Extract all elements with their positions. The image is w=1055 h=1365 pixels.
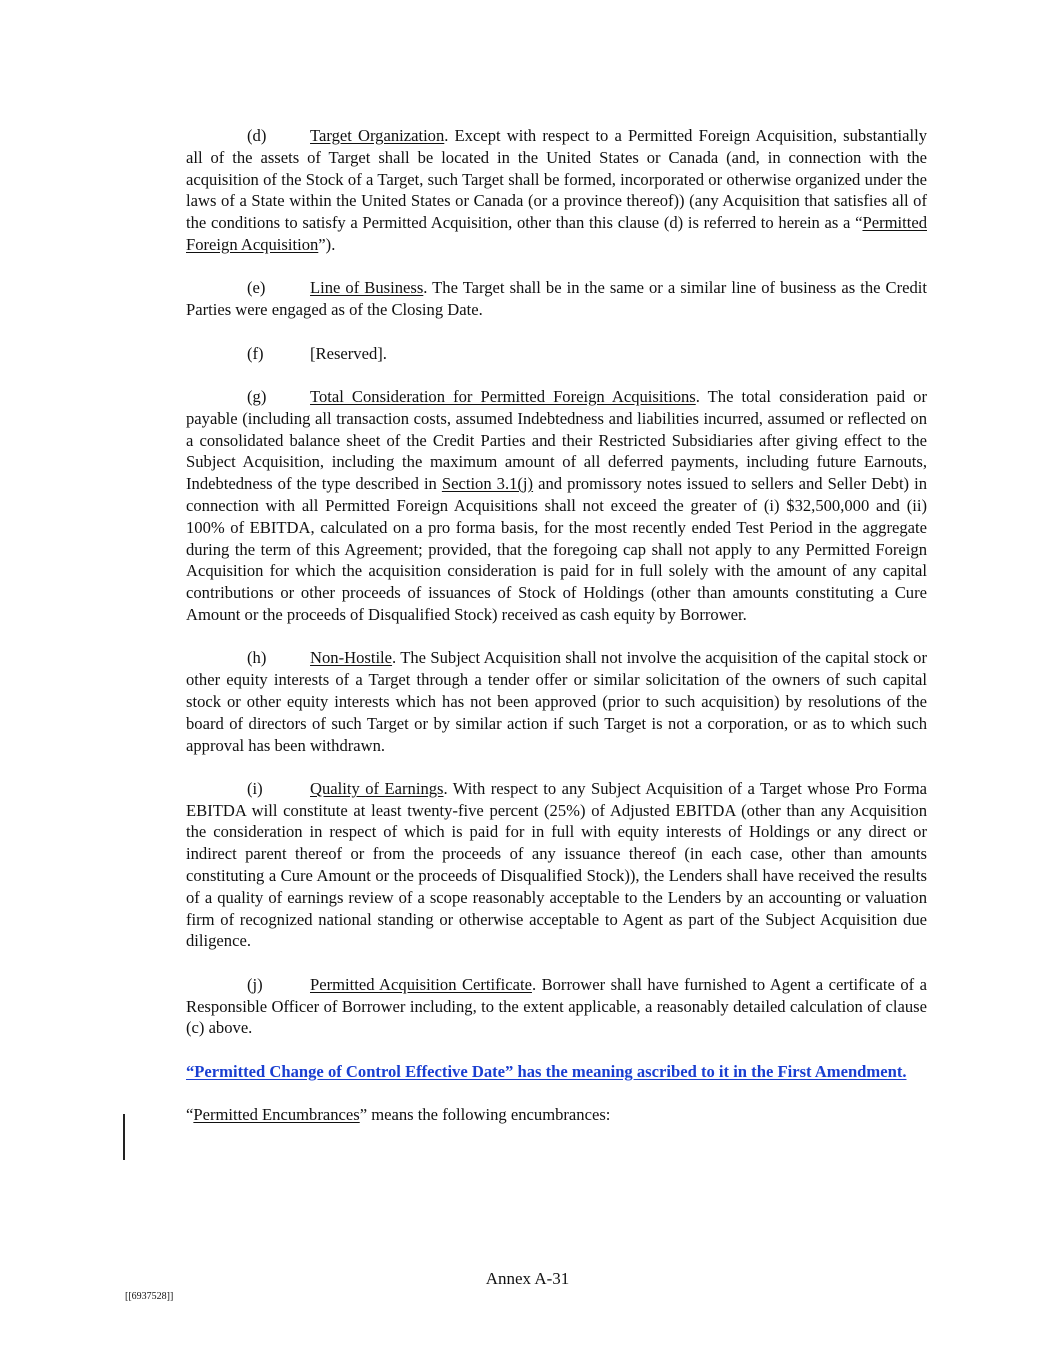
clause-label: (d)	[247, 126, 267, 145]
clause-heading: Quality of Earnings	[310, 778, 444, 798]
amendment-definition: “Permitted Change of Control Effective Date” has the meaning ascribed to it in the First Amendment.	[186, 1061, 907, 1081]
change-bar	[123, 1114, 125, 1160]
clause-label: (j)	[247, 974, 263, 994]
clause-heading: Permitted Acquisition Certificate	[310, 974, 532, 994]
clause-text: . Borrower shall have furnished to Agent a certificate of a Responsible Officer of Borrower including, to the extent applicable, a reasonably detailed calculation of clause (c) above.	[186, 974, 927, 1038]
clause-g	[186, 386, 927, 626]
clause-i	[186, 778, 927, 952]
page-number: Annex A-31	[485, 1269, 570, 1288]
clause-label: (i)	[247, 778, 263, 798]
clause-text: . With respect to any Subject Acquisition of a Target whose Pro Forma EBITDA will constitute at least twenty-five percent (25%) of Adjusted EBITDA (other than any Acquisition the consideration in respect of which is paid for in full with equity interests of Holdings or any direct or indirect parent thereof or from the proceeds of any issuance thereof (in each case, other than amounts constituting a Cure Amount or the proceeds of Disqualified Stock)), the Lenders shall have received the results of a quality of earnings review of a scope reasonably acceptable to the Lenders by an accounting or valuation firm of recognized national standing or otherwise acceptable to Agent as part of the Subject Acquisition due diligence.	[186, 778, 927, 951]
clause-text: . Except with respect to a Permitted Foreign Acquisition, substantially all of the assets of Target shall be located in the United States or Canada (and, in connection with the acquisition of the Stock of a Target, such Target shall be formed, incorporated or otherwise organized under the laws of a State within the United States or Canada (or a province thereof)) (any Acquisition that satisfies all of the conditions to satisfy a Permitted Acquisition, other than this clause (d) is referred to herein as a “	[186, 126, 927, 233]
clause-heading: Line of Business	[310, 278, 424, 298]
clause-text-end: ”).	[318, 234, 336, 254]
clause-text-end: and promissory notes issued to sellers and Seller Debt) in connection with all Permitted Foreign Acquisitions shall not exceed the greater of (i) $32,500,000 and (ii) 100% of EBITDA, calculated on a pro forma basis, for the most recently ended Test Period in the aggregate during the term of this Agreement; provided, that the foregoing cap shall not apply to any Permitted Foreign Acquisition for which the acquisition consideration is paid for in full solely with the amount of any capital contributions or other proceeds of issuances of Stock of Holdings (other than amounts constituting a Cure Amount or the proceeds of Disqualified Stock) received as cash equity by Borrower.	[186, 474, 928, 624]
clause-label: (g)	[247, 386, 267, 406]
open-quote: “	[186, 1105, 194, 1125]
clause-text: . The Target shall be in the same or a similar line of business as the Credit Parties were engaged as of the Closing Date.	[186, 278, 927, 320]
clause-label: (h)	[247, 648, 267, 668]
clause-text: . The Subject Acquisition shall not involve the acquisition of the capital stock or other equity interests of a Target through a tender offer or similar solicitation of the owners of such capital stock or other equity interests which has not been approved (prior to such acquisition) by resolutions of the board of directors of such Target or by similar action if such Target is not a corporation, or as to which such approval has been withdrawn.	[186, 648, 927, 755]
document-id: [[6937528]]	[125, 1291, 174, 1302]
clause-heading: Total Consideration for Permitted Foreign Acquisitions	[310, 386, 696, 406]
clause-text: . The total consideration paid or payable (including all transaction costs, assumed Indebtedness and liabilities incurred, assumed or reflected on a consolidated balance sheet of the Credit Parties and their Restricted Subsidiaries after giving effect to the Subject Acquisition, including the maximum amount of all deferred payments, including future Earnouts, Indebtedness of the type described in	[186, 386, 927, 494]
clause-label: (f)	[247, 343, 264, 363]
clause-text: [Reserved].	[310, 343, 387, 363]
defined-term: Permitted Foreign Acquisition	[186, 213, 927, 254]
definition-text: ” means the following encumbrances:	[359, 1105, 611, 1125]
clause-heading: Non-Hostile	[310, 648, 393, 668]
clause-heading: Target Organization	[310, 126, 445, 145]
clause-h	[186, 647, 927, 756]
permitted-encumbrances-definition	[186, 1104, 927, 1126]
clause-d	[186, 125, 927, 256]
defined-term: Permitted Encumbrances	[193, 1105, 360, 1125]
section-reference: Section 3.1(j)	[441, 474, 534, 494]
clause-f	[186, 343, 927, 365]
document-body	[186, 125, 927, 1148]
clause-e	[186, 277, 927, 321]
clause-j	[186, 974, 927, 1039]
clause-label: (e)	[247, 278, 266, 298]
